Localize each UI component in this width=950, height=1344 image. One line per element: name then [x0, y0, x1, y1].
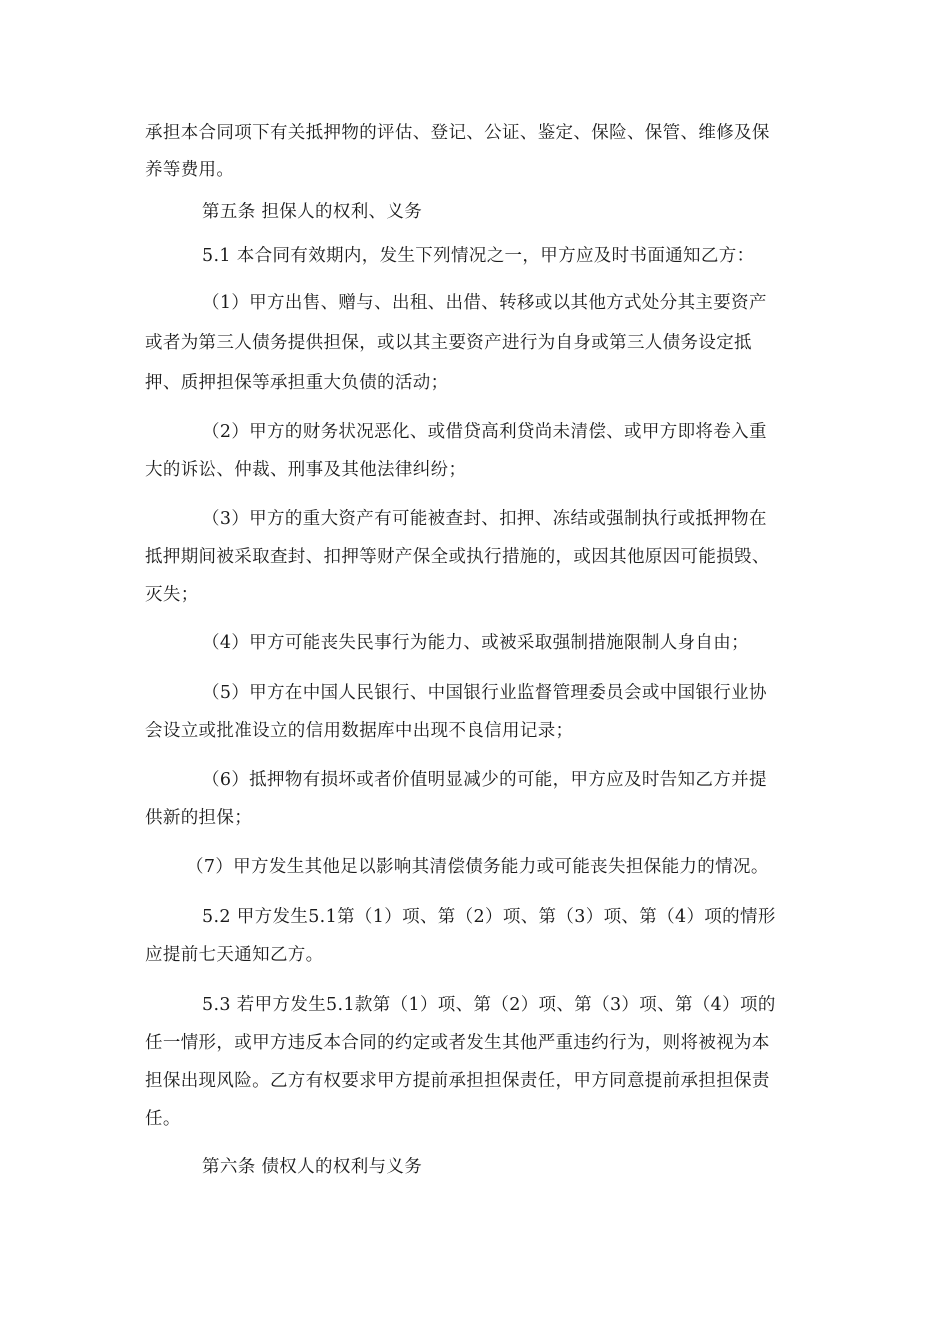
item-5-line: （5）甲方在中国人民银行、中国银行业监督管理委员会或中国银行业协: [202, 683, 767, 703]
clause-5-3-line: 担保出现风险。乙方有权要求甲方提前承担担保责任，甲方同意提前承担担保责: [145, 1071, 770, 1091]
item-7-line: （7）甲方发生其他足以影响其清偿债务能力或可能丧失担保能力的情况。: [186, 857, 769, 877]
clause-5-2-line: 应提前七天通知乙方。: [145, 945, 324, 965]
item-3-line: （3）甲方的重大资产有可能被查封、扣押、冻结或强制执行或抵押物在: [202, 509, 767, 529]
paragraph-line: 养等费用。: [145, 160, 235, 180]
clause-5-3-line: 5.3 若甲方发生5.1款第（1）项、第（2）项、第（3）项、第（4）项的: [202, 995, 776, 1015]
item-3-line: 抵押期间被采取查封、扣押等财产保全或执行措施的，或因其他原因可能损毁、: [145, 547, 770, 567]
item-6-line: （6）抵押物有损坏或者价值明显减少的可能，甲方应及时告知乙方并提: [202, 770, 767, 790]
item-5-line: 会设立或批准设立的信用数据库中出现不良信用记录；: [145, 721, 574, 741]
item-1-line: 或者为第三人债务提供担保，或以其主要资产进行为自身或第三人债务设定抵: [145, 333, 752, 353]
paragraph-line: 承担本合同项下有关抵押物的评估、登记、公证、鉴定、保险、保管、维修及保: [145, 123, 770, 143]
item-1-line: 押、质押担保等承担重大负债的活动；: [145, 373, 449, 393]
article-5-heading: 第五条 担保人的权利、义务: [202, 202, 423, 222]
item-2-line: （2）甲方的财务状况恶化、或借贷高利贷尚未清偿、或甲方即将卷入重: [202, 422, 767, 442]
item-4-line: （4）甲方可能丧失民事行为能力、或被采取强制措施限制人身自由；: [202, 633, 749, 653]
item-6-line: 供新的担保；: [145, 808, 253, 828]
item-3-line: 灭失；: [145, 585, 199, 605]
item-1-line: （1）甲方出售、赠与、出租、出借、转移或以其他方式处分其主要资产: [202, 293, 767, 313]
clause-5-2-line: 5.2 甲方发生5.1第（1）项、第（2）项、第（3）项、第（4）项的情形: [202, 907, 776, 927]
clause-5-1: 5.1 本合同有效期内，发生下列情况之一，甲方应及时书面通知乙方：: [202, 246, 755, 266]
clause-5-3-line: 任。: [145, 1109, 181, 1129]
clause-5-3-line: 任一情形，或甲方违反本合同的约定或者发生其他严重违约行为，则将被视为本: [145, 1033, 770, 1053]
article-6-heading: 第六条 债权人的权利与义务: [202, 1157, 423, 1177]
item-2-line: 大的诉讼、仲裁、刑事及其他法律纠纷；: [145, 460, 467, 480]
